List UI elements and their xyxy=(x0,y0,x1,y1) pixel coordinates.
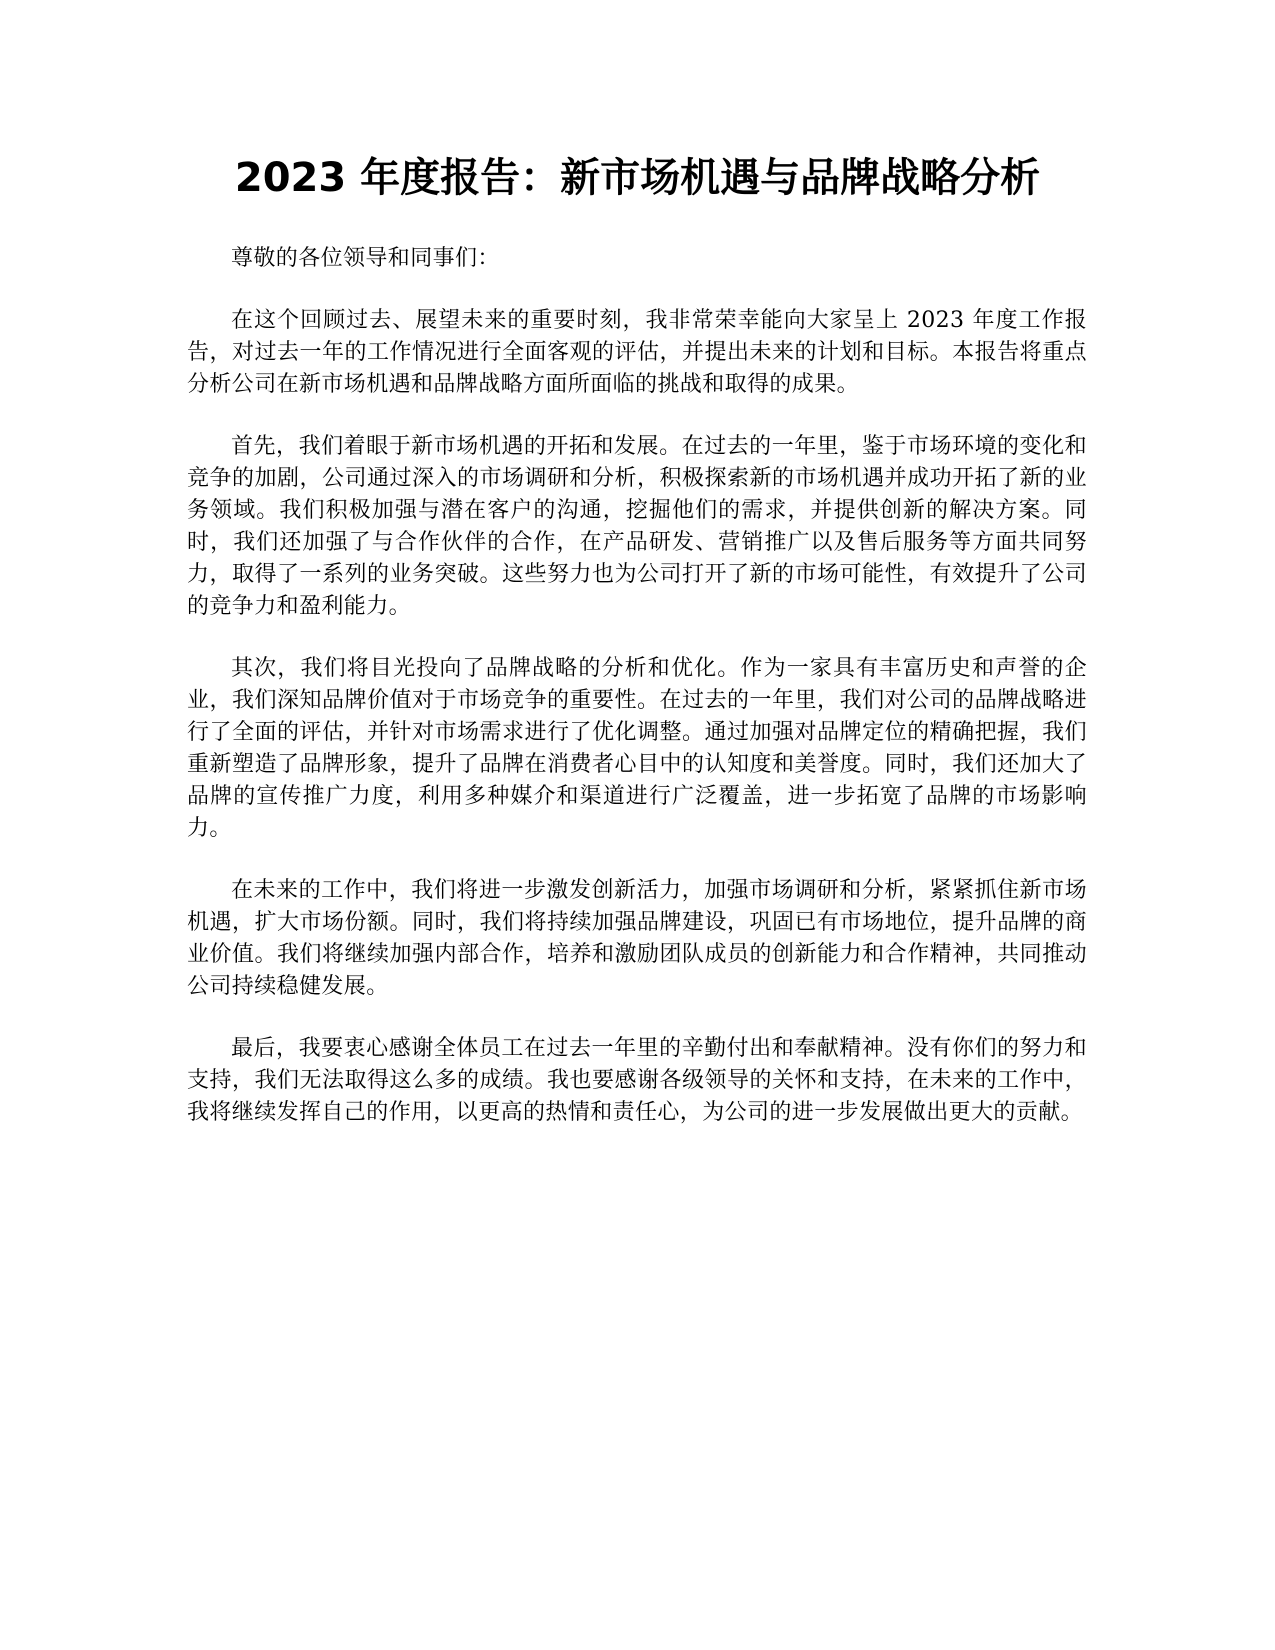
document-title: 2023 年度报告：新市场机遇与品牌战略分析 xyxy=(234,155,1041,201)
document-body xyxy=(187,243,1087,1159)
paragraph-greeting: 尊敬的各位领导和同事们： xyxy=(231,246,500,271)
paragraph-thanks: 最后，我要衷心感谢全体员工在过去一年里的辛勤付出和奉献精神。没有你们的努力和支持，我们无法取得这么多的成绩。我也要感谢各级领导的关怀和支持，在未来的工作中，我将继续发挥自己的作用，以更高的热情和责任心，为公司的进一步发展做出更大的贡献。 xyxy=(187,1036,1087,1125)
paragraph-introduction: 在这个回顾过去、展望未来的重要时刻，我非常荣幸能向大家呈上 2023 年度工作报告，对过去一年的工作情况进行全面客观的评估，并提出未来的计划和目标。本报告将重点分析公司在新市场机遇和品牌战略方面所面临的挑战和取得的成果。 xyxy=(187,308,1087,397)
paragraph-brand-strategy: 其次，我们将目光投向了品牌战略的分析和优化。作为一家具有丰富历史和声誉的企业，我们深知品牌价值对于市场竞争的重要性。在过去的一年里，我们对公司的品牌战略进行了全面的评估，并针对市场需求进行了优化调整。通过加强对品牌定位的精确把握，我们重新塑造了品牌形象，提升了品牌在消费者心目中的认知度和美誉度。同时，我们还加大了品牌的宣传推广力度，利用多种媒介和渠道进行广泛覆盖，进一步拓宽了品牌的市场影响力。 xyxy=(187,656,1087,841)
paragraph-future-work: 在未来的工作中，我们将进一步激发创新活力，加强市场调研和分析，紧紧抓住新市场机遇，扩大市场份额。同时，我们将持续加强品牌建设，巩固已有市场地位，提升品牌的商业价值。我们将继续加强内部合作，培养和激励团队成员的创新能力和合作精神，共同推动公司持续稳健发展。 xyxy=(187,878,1087,999)
paragraph-new-market: 首先，我们着眼于新市场机遇的开拓和发展。在过去的一年里，鉴于市场环境的变化和竞争的加剧，公司通过深入的市场调研和分析，积极探索新的市场机遇并成功开拓了新的业务领域。我们积极加强与潜在客户的沟通，挖掘他们的需求，并提供创新的解决方案。同时，我们还加强了与合作伙伴的合作，在产品研发、营销推广以及售后服务等方面共同努力，取得了一系列的业务突破。这些努力也为公司打开了新的市场可能性，有效提升了公司的竞争力和盈利能力。 xyxy=(187,434,1087,619)
